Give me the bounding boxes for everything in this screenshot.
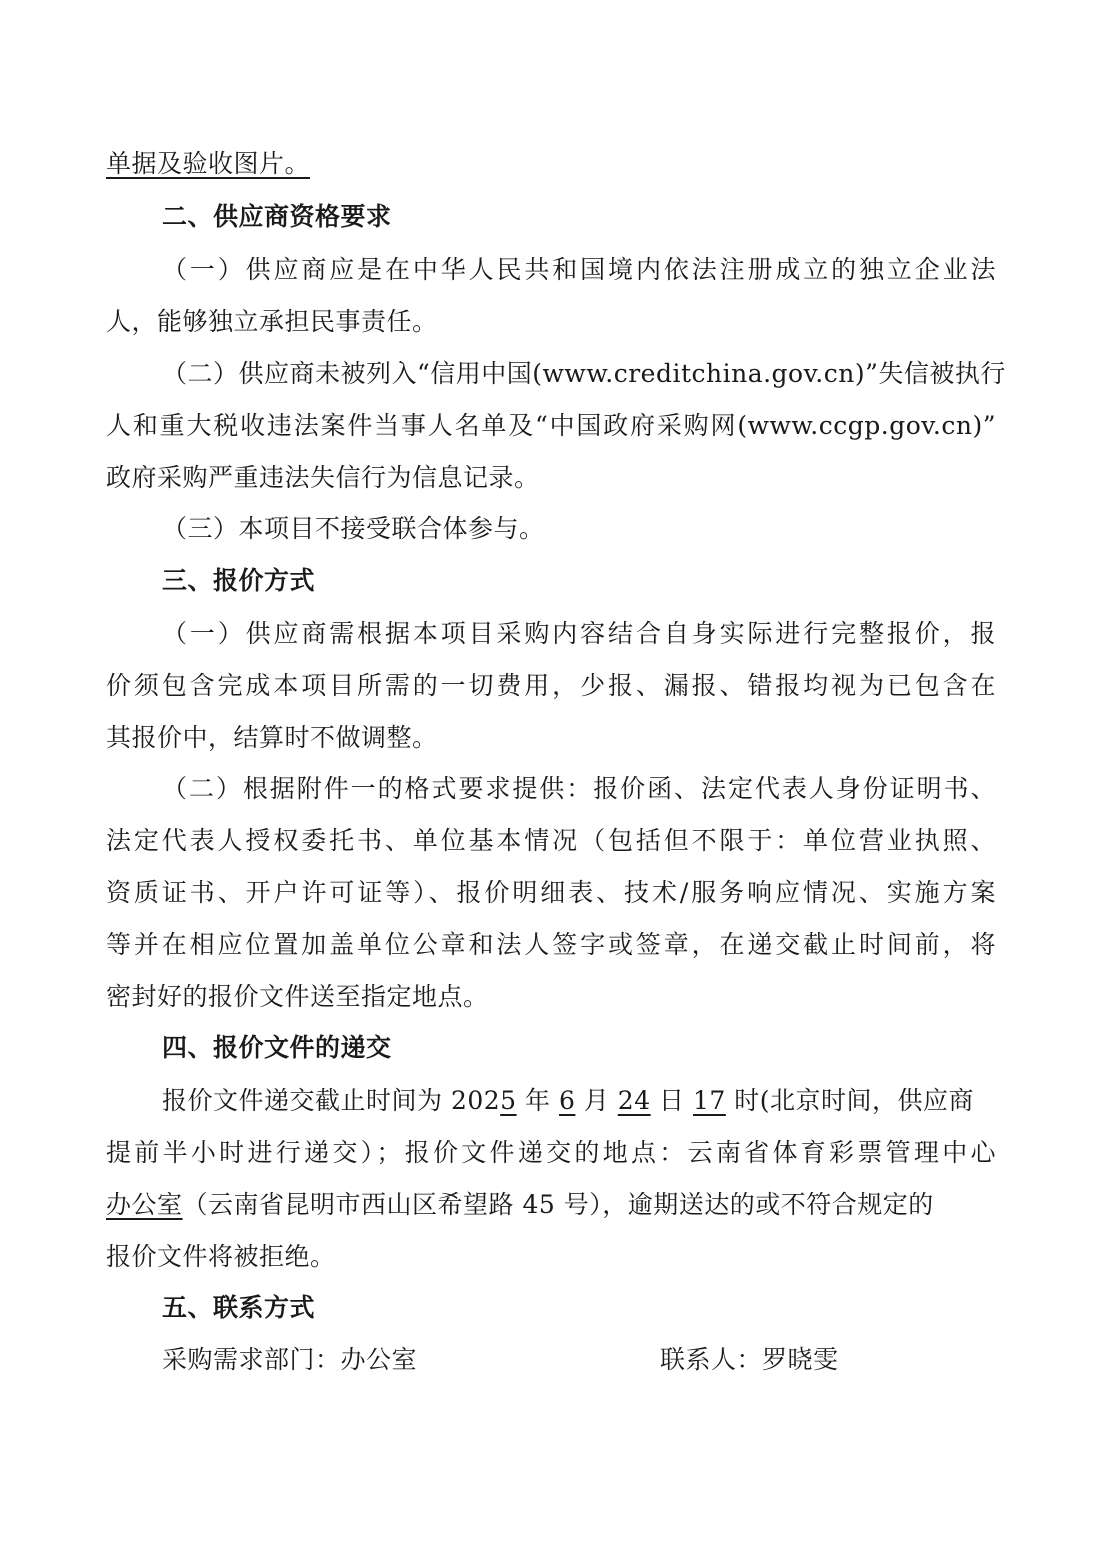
text-line: （二）供应商未被列入“信用中国(www.creditchina.gov.cn)”失信被执行 [162, 359, 1006, 388]
procurement-department: 采购需求部门：办公室 [162, 1345, 418, 1374]
underlined-text: 单据及验收图片。 [106, 149, 311, 178]
text-line: （一）供应商应是在中华人民共和国境内依法注册成立的独立企业法 [162, 255, 996, 284]
text-line: 密封好的报价文件送至指定地点。 [106, 982, 489, 1011]
text-line: 其报价中，结算时不做调整。 [106, 723, 438, 752]
text-line: 提前半小时进行递交）；报价文件递交的地点：云南省体育彩票管理中心 [106, 1138, 996, 1167]
text-span: 日 [650, 1086, 694, 1115]
text-line [106, 147, 996, 181]
contact-person: 联系人：罗晓雯 [660, 1345, 839, 1374]
text-line: 资质证书、开户许可证等）、报价明细表、技术/服务响应情况、实施方案 [106, 878, 996, 907]
underlined-office: 办公室 [106, 1190, 183, 1219]
text-line [106, 1188, 996, 1222]
underlined-day: 24 [617, 1086, 651, 1115]
text-line: （三）本项目不接受联合体参与。 [162, 514, 545, 543]
section-heading-5: 五、联系方式 [162, 1293, 316, 1322]
text-line: （二）根据附件一的格式要求提供：报价函、法定代表人身份证明书、 [162, 774, 996, 803]
text-span: 月 [575, 1086, 618, 1115]
text-line: 报价文件将被拒绝。 [106, 1242, 336, 1271]
text-line: （一）供应商需根据本项目采购内容结合自身实际进行完整报价，报 [162, 619, 996, 648]
text-line: 等并在相应位置加盖单位公章和法人签字或签章，在递交截止时间前，将 [106, 930, 996, 959]
text-line: 人和重大税收违法案件当事人名单及“中国政府采购网(www.ccgp.gov.cn)” [106, 411, 996, 440]
text-line: 人，能够独立承担民事责任。 [106, 307, 438, 336]
text-line: 法定代表人授权委托书、单位基本情况（包括但不限于：单位营业执照、 [106, 826, 996, 855]
underlined-hour: 17 [693, 1086, 726, 1115]
text-line: 政府采购严重违法失信行为信息记录。 [106, 463, 540, 492]
text-line [162, 1084, 996, 1118]
text-span: 时(北京时间，供应商 [725, 1086, 975, 1115]
underlined-month: 6 [558, 1086, 576, 1115]
text-line: 价须包含完成本项目所需的一切费用，少报、漏报、错报均视为已包含在 [106, 671, 996, 700]
text-span: 年 [516, 1086, 559, 1115]
section-heading-4: 四、报价文件的递交 [162, 1033, 392, 1062]
text-span: （云南省昆明市西山区希望路 45 号），逾期送达的或不符合规定的 [182, 1190, 934, 1219]
section-heading-3: 三、报价方式 [162, 566, 316, 595]
underlined-year: 5 [500, 1086, 517, 1115]
text-span: 报价文件递交截止时间为 202 [162, 1086, 501, 1115]
section-heading-2: 二、供应商资格要求 [162, 202, 392, 231]
